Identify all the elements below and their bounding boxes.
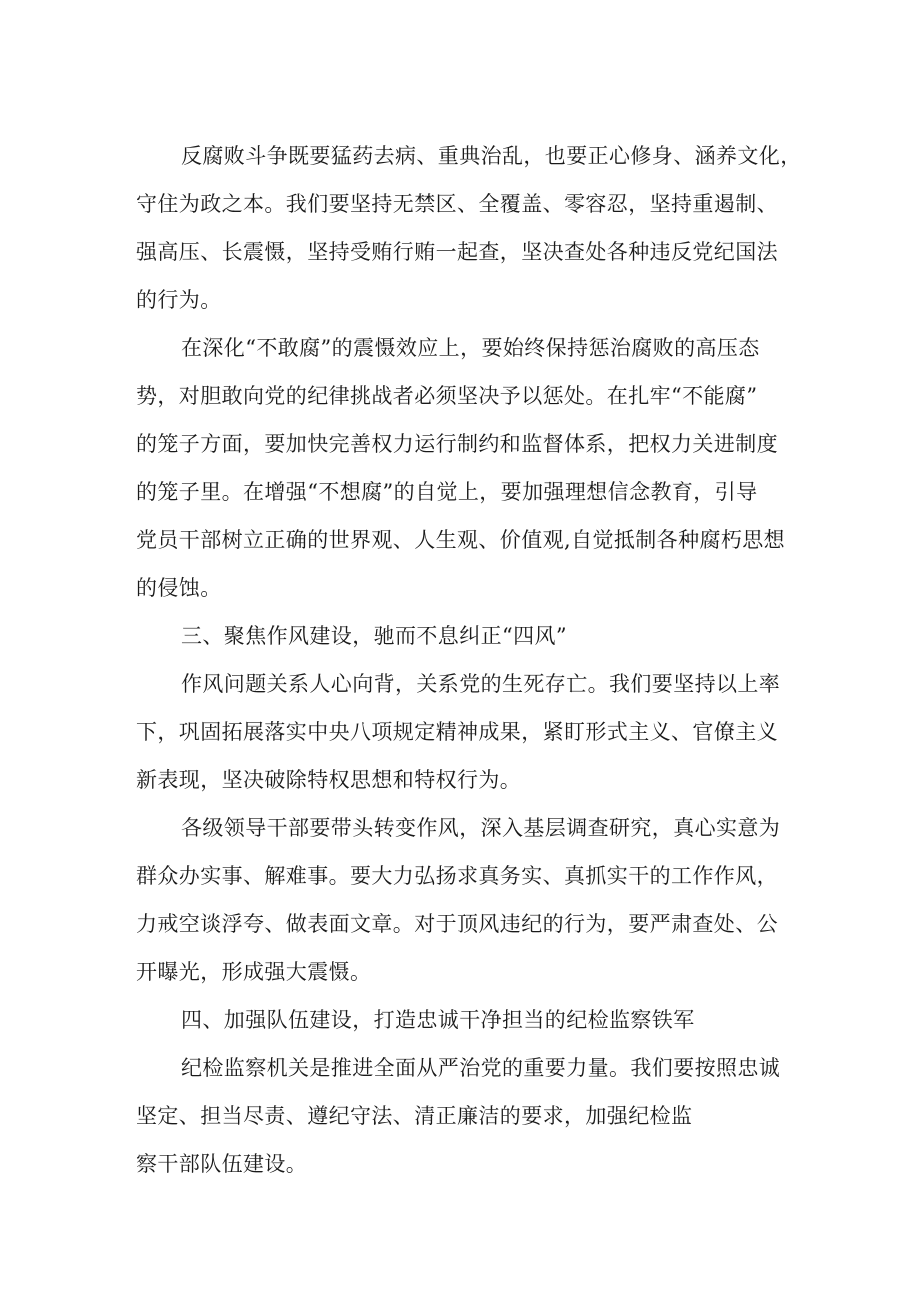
paragraph-5 bbox=[136, 804, 792, 996]
paragraph-line: 纪检监察机关是推进全面从严治党的重要力量。我们要按照忠诚 bbox=[181, 1056, 781, 1080]
section-heading-3 bbox=[136, 612, 792, 660]
paragraph-line: 察干部队伍建设。 bbox=[136, 1152, 308, 1176]
paragraph-line: 作风问题关系人心向背，关系党的生死存亡。我们要坚持以上率 bbox=[181, 672, 781, 696]
paragraph-line: 坚定、担当尽责、遵纪守法、清正廉洁的要求，加强纪检监 bbox=[136, 1104, 693, 1128]
paragraph-line: 新表现，坚决破除特权思想和特权行为。 bbox=[136, 768, 522, 792]
section-heading-4 bbox=[136, 996, 792, 1044]
paragraph-line: 强高压、长震慑，坚持受贿行贿一起查，坚决查处各种违反党纪国法 bbox=[136, 240, 778, 264]
paragraph-line: 在深化“不敢腐”的震慑效应上，要始终保持惩治腐败的高压态 bbox=[181, 336, 760, 360]
paragraph-line: 守住为政之本。我们要坚持无禁区、全覆盖、零容忍，坚持重遏制、 bbox=[136, 192, 778, 216]
heading-line: 四、加强队伍建设，打造忠诚干净担当的纪检监察铁军 bbox=[181, 1008, 695, 1032]
paragraph-line: 党员干部树立正确的世界观、人生观、价值观,自觉抵制各种腐朽思想 bbox=[136, 528, 786, 552]
paragraph-4 bbox=[136, 660, 792, 804]
paragraph-line: 群众办实事、解难事。要大力弘扬求真务实、真抓实干的工作作风， bbox=[136, 864, 778, 888]
paragraph-line: 开曝光，形成强大震慑。 bbox=[136, 960, 372, 984]
paragraph-line: 的笼子里。在增强“不想腐”的自觉上，要加强理想信念教育，引导 bbox=[136, 480, 758, 504]
paragraph-7 bbox=[136, 1044, 792, 1188]
paragraph-line: 下，巩固拓展落实中央八项规定精神成果，紧盯形式主义、官僚主义 bbox=[136, 720, 778, 744]
paragraph-2 bbox=[136, 324, 792, 612]
paragraph-line: 的笼子方面，要加快完善权力运行制约和监督体系，把权力关进制度 bbox=[136, 432, 778, 456]
paragraph-1 bbox=[136, 132, 802, 324]
paragraph-line: 势，对胆敢向党的纪律挑战者必须坚决予以惩处。在扎牢“不能腐” bbox=[136, 384, 758, 408]
paragraph-line: 力戒空谈浮夸、做表面文章。对于顶风违纪的行为，要严肃查处、公 bbox=[136, 912, 778, 936]
document-body bbox=[136, 132, 802, 1188]
paragraph-line: 各级领导干部要带头转变作风，深入基层调查研究，真心实意为 bbox=[181, 816, 781, 840]
paragraph-line: 反腐败斗争既要猛药去病、重典治乱，也要正心修身、涵养文化， bbox=[181, 144, 802, 168]
heading-line: 三、聚焦作风建设，驰而不息纠正“四风” bbox=[181, 624, 568, 648]
paragraph-line: 的侵蚀。 bbox=[136, 576, 222, 600]
paragraph-line: 的行为。 bbox=[136, 288, 222, 312]
